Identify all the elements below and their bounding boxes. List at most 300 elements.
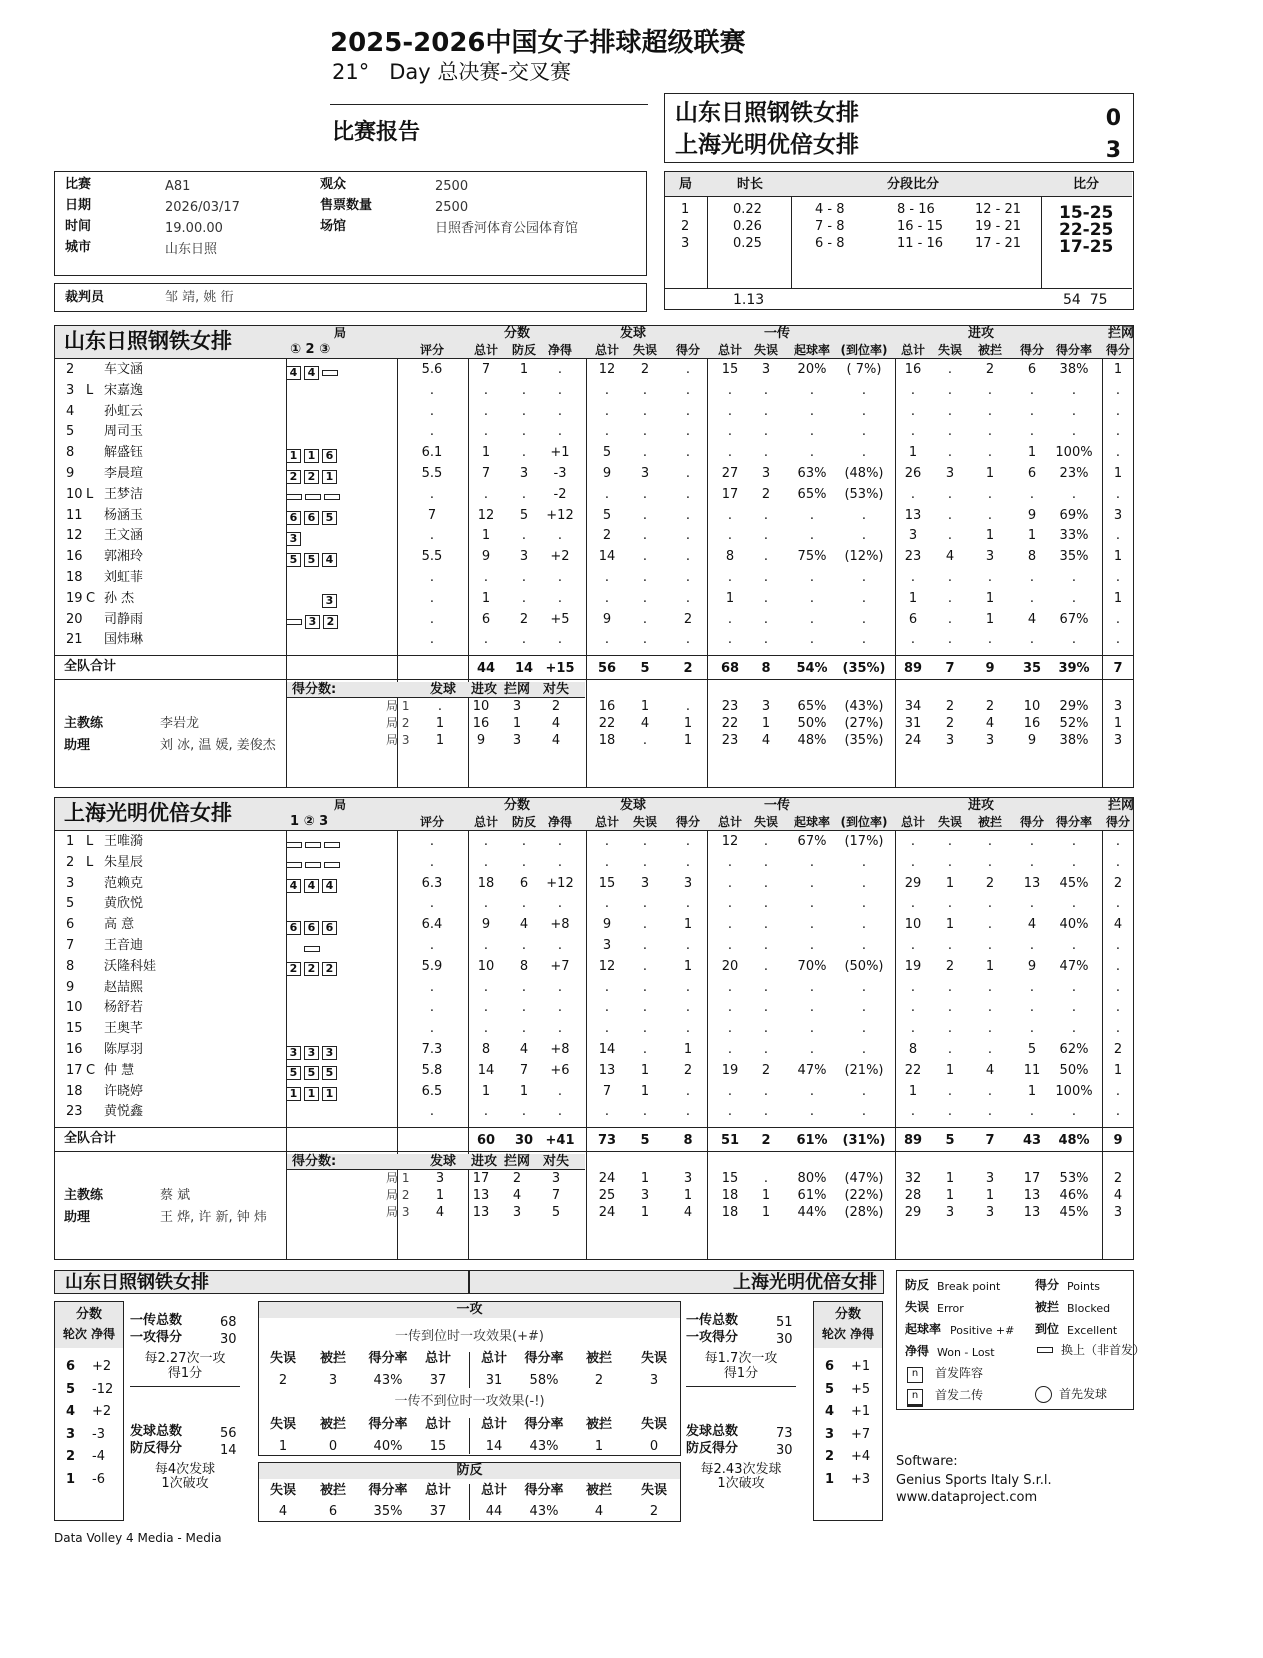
team-name: 山东日照钢铁女排 — [64, 329, 232, 353]
stat-cell: 3 — [761, 362, 771, 377]
stat-cell: . — [947, 403, 953, 419]
total-cell: 51 — [720, 1133, 740, 1149]
attack-group-header: 进攻 — [968, 798, 995, 813]
stat-cell: . — [483, 979, 489, 995]
column-header: 得分 — [1019, 343, 1044, 357]
center-head: 总计 — [424, 1417, 451, 1432]
stat-cell: 1 — [481, 1083, 491, 1099]
stat-cell: . — [557, 1083, 563, 1099]
stat-cell: 1 — [640, 1062, 650, 1078]
set-position: 5 — [322, 511, 337, 525]
stat-cell: 1 — [725, 590, 735, 606]
stat-cell: 1 — [1113, 362, 1123, 377]
set-stat-cell: 3 — [945, 733, 955, 749]
sets-header: 局 — [334, 326, 347, 340]
stat-cell: . — [947, 1042, 953, 1057]
set-stat-cell: 53% — [1059, 1171, 1089, 1187]
start-icon: n — [907, 1367, 923, 1383]
serve-group-header: 发球 — [620, 326, 647, 341]
rotation-net: +2 — [92, 1359, 112, 1374]
sub-marker — [305, 862, 321, 868]
player-number: 4 — [66, 403, 75, 419]
stat-cell: 1 — [945, 1062, 955, 1078]
stat-cell: 1 — [908, 590, 918, 606]
stat-cell: . — [809, 570, 815, 585]
stat-cell: . — [947, 938, 953, 953]
stat-cell: . — [1115, 854, 1121, 870]
total-cell: 7 — [1113, 661, 1123, 677]
stat-cell: . — [521, 1021, 527, 1037]
stat-cell: . — [763, 549, 769, 565]
stat-cell: . — [809, 1042, 815, 1057]
set-position: 1 — [322, 470, 337, 484]
player-name: 司静雨 — [104, 611, 144, 627]
stat-cell: . — [1071, 382, 1077, 398]
stat-cell: . — [987, 917, 993, 933]
stat-cell: 3 — [761, 466, 771, 481]
points-cell: 16 — [472, 716, 490, 732]
stat-cell: . — [685, 896, 691, 912]
column-header: 防反 — [511, 343, 536, 357]
stat-cell: . — [1115, 424, 1121, 440]
sub-marker — [286, 842, 302, 848]
set-label: 局 3 — [386, 733, 410, 748]
set-stat-cell: 1 — [945, 1188, 955, 1204]
stat-cell: 29 — [904, 875, 922, 891]
player-number: 3 — [66, 875, 75, 891]
rotation-number: 2 — [66, 1449, 76, 1464]
stat-value: 56 — [220, 1426, 237, 1441]
column-header: 失误 — [753, 815, 778, 829]
stat-cell: . — [685, 854, 691, 870]
total-cell: 14 — [514, 661, 534, 677]
center-value: 6 — [328, 1504, 338, 1519]
player-set-positions — [286, 528, 356, 547]
stat-cell: . — [987, 424, 993, 440]
stat-cell: 8 — [519, 958, 529, 974]
center-head: 被拦 — [585, 1483, 612, 1498]
legend-key: 起球率 — [905, 1322, 942, 1336]
player-name: 解盛钰 — [104, 445, 144, 461]
stat-cell: . — [727, 570, 733, 585]
stat-cell: . — [809, 917, 815, 933]
rotation-net: +1 — [851, 1404, 871, 1419]
stat-cell: . — [861, 1042, 867, 1057]
stat-cell: . — [727, 1042, 733, 1057]
set-stat-cell: 13 — [1023, 1205, 1041, 1221]
player-number: 5 — [66, 424, 75, 440]
player-name: 王音迪 — [104, 938, 144, 953]
bottom-team-a: 山东日照钢铁女排 — [65, 1272, 209, 1293]
player-name: 高 意 — [104, 917, 135, 933]
legend-value: Error — [937, 1302, 964, 1315]
stat-cell: 1 — [945, 875, 955, 891]
stat-cell: . — [604, 590, 610, 606]
stat-cell: 2 — [985, 362, 995, 377]
set-position: 4 — [304, 879, 319, 893]
set-stat-cell: (43%) — [844, 699, 884, 715]
set-stat-cell: 1 — [683, 1188, 693, 1204]
stat-cell: 12 — [721, 834, 739, 849]
stat-cell: . — [1071, 854, 1077, 870]
stat-cell: . — [1115, 570, 1121, 585]
points-cell: 3 — [512, 733, 522, 749]
stat-cell: . — [809, 403, 815, 419]
set-position: 6 — [322, 921, 337, 935]
stat-cell: 2 — [519, 611, 529, 627]
stat-cell: . — [910, 938, 916, 953]
set-stat-cell: 22 — [721, 716, 739, 732]
column-header: 总计 — [900, 815, 925, 829]
stat-note: 1次破攻 — [717, 1476, 765, 1491]
stat-cell: . — [557, 570, 563, 585]
stat-label: 发球总数 — [130, 1424, 183, 1439]
center-head: 失误 — [640, 1417, 667, 1432]
stat-cell: . — [521, 570, 527, 585]
points-cell: 1 — [435, 1188, 445, 1204]
set-stat-cell: 48% — [797, 733, 827, 749]
sub-marker — [305, 494, 321, 500]
stat-note: 每2.43次发球 — [700, 1462, 782, 1477]
stat-cell: . — [1115, 403, 1121, 419]
set-stat-cell: 32 — [904, 1171, 922, 1187]
rotation-head: 分数 — [75, 1307, 102, 1322]
set-stat-cell: 1 — [945, 1171, 955, 1187]
total-cell: 68 — [720, 661, 740, 677]
stat-cell: . — [763, 632, 769, 648]
total-cell: 89 — [903, 661, 923, 677]
stat-cell: . — [861, 979, 867, 995]
score-team-a: 山东日照钢铁女排 — [675, 100, 859, 126]
center-value: 3 — [328, 1373, 338, 1388]
stat-cell: (50%) — [844, 958, 884, 974]
row-divider — [55, 358, 1133, 359]
stat-cell: . — [557, 528, 563, 544]
stat-cell: 1 — [985, 611, 995, 627]
stat-value: 30 — [220, 1332, 237, 1347]
info-label: 比赛 — [65, 177, 92, 192]
points-head: 对失 — [542, 1154, 569, 1170]
center-head: 失误 — [640, 1351, 667, 1366]
stat-cell: . — [604, 382, 610, 398]
stat-cell: 9 — [481, 917, 491, 933]
player-set-positions — [286, 917, 356, 936]
stat-cell: 1 — [985, 466, 995, 481]
stat-cell: 6 — [1027, 466, 1037, 481]
center-value: 3 — [649, 1373, 659, 1388]
stat-cell: . — [642, 382, 648, 398]
info-label: 观众 — [320, 177, 347, 192]
stat-cell: . — [685, 1104, 691, 1120]
set-stat-cell: 16 — [1023, 716, 1041, 732]
stat-cell: . — [1029, 424, 1035, 440]
center-head: 被拦 — [585, 1351, 612, 1366]
stat-cell: . — [809, 1083, 815, 1099]
player-set-positions — [286, 549, 356, 568]
stat-cell: . — [763, 1000, 769, 1016]
stat-cell: 2 — [761, 1062, 771, 1078]
legend-key: 得分 — [1035, 1278, 1060, 1292]
total-cell: 89 — [903, 1133, 923, 1149]
stat-cell: . — [642, 570, 648, 585]
set-position: 4 — [304, 366, 319, 380]
stat-cell: 23% — [1059, 466, 1089, 481]
set-position: 2 — [322, 962, 337, 976]
set-position: 1 — [304, 449, 319, 463]
stat-cell: +5 — [550, 611, 570, 627]
stat-cell: . — [809, 632, 815, 648]
stat-cell: . — [483, 570, 489, 585]
stat-cell: . — [727, 979, 733, 995]
player-number: 9 — [66, 979, 75, 995]
stat-cell: . — [685, 486, 691, 502]
column-header: 总计 — [473, 343, 498, 357]
stat-cell: +6 — [550, 1062, 570, 1078]
set-stat-cell: (35%) — [844, 733, 884, 749]
total-cell: 39% — [1058, 661, 1090, 677]
stat-note: 每1.7次一攻 — [704, 1351, 778, 1366]
set-stat-cell: 29 — [904, 1205, 922, 1221]
sets-total-duration: 1.13 — [733, 292, 765, 308]
stat-cell: . — [557, 1000, 563, 1016]
stat-cell: . — [429, 570, 435, 585]
stat-cell: 22 — [904, 1062, 922, 1078]
report-heading: 比赛报告 — [332, 120, 421, 145]
stat-cell: . — [809, 1000, 815, 1016]
stat-cell: 12 — [477, 507, 495, 523]
stat-cell: . — [483, 1104, 489, 1120]
stat-cell: . — [557, 632, 563, 648]
stat-cell: . — [861, 570, 867, 585]
stat-cell: 1 — [481, 528, 491, 544]
stat-cell: . — [604, 403, 610, 419]
total-cell: +41 — [545, 1133, 575, 1149]
player-set-positions — [286, 445, 356, 464]
column-header: 失误 — [632, 815, 657, 829]
stat-cell: . — [521, 938, 527, 953]
stat-cell: . — [1115, 632, 1121, 648]
stat-cell: . — [1115, 979, 1121, 995]
set-stat-cell: 25 — [598, 1188, 616, 1204]
stat-cell: 1 — [481, 590, 491, 606]
stat-cell: . — [947, 528, 953, 544]
set-score: 22-25 — [1059, 220, 1114, 240]
player-name: 王文涵 — [104, 528, 144, 544]
stat-cell: . — [727, 611, 733, 627]
stat-cell: 33% — [1059, 528, 1089, 544]
stat-cell: . — [521, 424, 527, 440]
stat-cell: . — [727, 1021, 733, 1037]
stat-cell: . — [947, 632, 953, 648]
stat-cell: . — [642, 1042, 648, 1057]
stat-cell: . — [727, 896, 733, 912]
stat-cell: . — [429, 896, 435, 912]
stat-cell: . — [947, 1000, 953, 1016]
stat-cell: . — [557, 854, 563, 870]
stat-cell: 12 — [598, 958, 616, 974]
stat-cell: . — [763, 1042, 769, 1057]
column-header: 失误 — [753, 343, 778, 357]
stat-cell: . — [809, 979, 815, 995]
defense-title: 防反 — [456, 1463, 483, 1478]
setter-icon: n — [907, 1389, 923, 1407]
stat-cell: . — [727, 875, 733, 891]
stat-cell: . — [557, 590, 563, 606]
stat-cell: 5 — [602, 445, 612, 461]
set-stat-cell: 34 — [904, 699, 922, 715]
player-number: 11 — [66, 507, 83, 523]
stat-cell: 5 — [602, 507, 612, 523]
stat-cell: . — [557, 362, 563, 377]
stat-cell: 7 — [481, 362, 491, 377]
set-stat-cell: 1 — [640, 1205, 650, 1221]
stat-cell: . — [642, 1021, 648, 1037]
stat-cell: +8 — [550, 1042, 570, 1057]
column-header: 失误 — [937, 343, 962, 357]
stat-cell: . — [1029, 1021, 1035, 1037]
stat-cell: . — [763, 424, 769, 440]
stat-cell: . — [987, 1042, 993, 1057]
column-header: 净得 — [547, 815, 572, 829]
stat-cell: 1 — [1113, 1062, 1123, 1078]
stat-cell: . — [1115, 1000, 1121, 1016]
stat-cell: 18 — [477, 875, 495, 891]
stat-cell: 2 — [640, 362, 650, 377]
info-label: 日期 — [65, 198, 92, 213]
points-head: 进攻 — [470, 682, 497, 698]
referee-label: 裁判员 — [65, 290, 105, 305]
set-stat-cell: 65% — [797, 699, 827, 715]
legend-setter: 首发二传 — [935, 1388, 984, 1402]
stat-cell: . — [521, 854, 527, 870]
stat-cell: . — [910, 1104, 916, 1120]
stat-cell: +7 — [550, 958, 570, 974]
divider — [686, 1386, 796, 1387]
stat-cell: . — [947, 834, 953, 849]
set-label: 局 2 — [386, 1188, 410, 1203]
stat-cell: . — [809, 875, 815, 891]
stat-cell: 40% — [1059, 917, 1089, 933]
stat-cell: . — [521, 834, 527, 849]
stat-value: 68 — [220, 1315, 237, 1330]
stat-cell: 7.3 — [421, 1042, 443, 1057]
set-position: 5 — [286, 1066, 301, 1080]
stat-cell: 69% — [1059, 507, 1089, 523]
stat-cell: (53%) — [844, 486, 884, 502]
stat-cell: 6 — [1027, 362, 1037, 377]
set-stat-cell: . — [685, 699, 691, 715]
player-role: L — [86, 382, 94, 398]
stat-cell: . — [727, 1000, 733, 1016]
rotation-net: -6 — [92, 1471, 105, 1487]
stat-cell: . — [483, 938, 489, 953]
stat-cell: 12 — [598, 362, 616, 377]
stat-cell: 5.6 — [421, 362, 443, 377]
points-cell: 3 — [512, 699, 522, 715]
player-number: 2 — [66, 362, 75, 377]
set-number: 3 — [681, 236, 690, 251]
player-number: 7 — [66, 938, 75, 953]
stat-cell: . — [861, 917, 867, 933]
bottom-team-a-bar — [54, 1270, 469, 1294]
sub-marker — [286, 862, 302, 868]
stat-cell: -3 — [553, 466, 567, 481]
stat-cell: . — [642, 445, 648, 461]
stat-cell: . — [987, 445, 993, 461]
stat-cell: (48%) — [844, 466, 884, 481]
stat-cell: . — [1115, 528, 1121, 544]
stat-cell: . — [1029, 1104, 1035, 1120]
stat-cell: 1 — [985, 528, 995, 544]
column-header: (到位率) — [840, 343, 888, 357]
points-label: 得分数: — [292, 682, 337, 698]
stat-cell: . — [685, 382, 691, 398]
player-role: L — [86, 854, 94, 870]
player-set-positions — [286, 959, 356, 978]
stat-cell: . — [557, 424, 563, 440]
stat-cell: 1 — [640, 1083, 650, 1099]
center-value: 4 — [594, 1504, 604, 1519]
attack-group-header: 进攻 — [968, 326, 995, 341]
total-cell: 8 — [761, 661, 771, 677]
stat-cell: . — [429, 424, 435, 440]
set-position: 2 — [304, 470, 319, 484]
center-head: 得分率 — [524, 1351, 564, 1366]
stat-cell: . — [763, 382, 769, 398]
set-stat-cell: 2 — [1113, 1171, 1123, 1187]
stat-cell: 11 — [1023, 1062, 1041, 1078]
stat-cell: . — [1071, 896, 1077, 912]
stat-cell: 3 — [683, 875, 693, 891]
column-header: 得分 — [675, 343, 700, 357]
stat-cell: +2 — [550, 549, 570, 565]
stat-cell: . — [429, 403, 435, 419]
stat-cell: 100% — [1055, 445, 1093, 461]
total-cell: 54% — [796, 661, 828, 677]
serve-group-header: 发球 — [620, 798, 647, 813]
set-score: 17-25 — [1059, 237, 1114, 257]
info-label: 场馆 — [320, 219, 347, 234]
points-cell: 1 — [512, 716, 522, 732]
points-cell: 13 — [472, 1205, 490, 1221]
stat-cell: 1 — [1027, 445, 1037, 461]
stat-cell: . — [1115, 1021, 1121, 1037]
legend-key: 净得 — [905, 1344, 930, 1358]
set-stat-cell: 1 — [761, 1205, 771, 1221]
legend-key: 被拦 — [1035, 1300, 1060, 1314]
center-head: 总计 — [480, 1417, 507, 1432]
stat-cell: . — [429, 1000, 435, 1016]
player-number: 8 — [66, 958, 75, 974]
center-value: 43% — [373, 1373, 403, 1388]
stat-cell: . — [685, 938, 691, 953]
stat-cell: . — [604, 570, 610, 585]
stat-cell: . — [557, 979, 563, 995]
stat-cell: . — [947, 570, 953, 585]
stat-cell: 6 — [908, 611, 918, 627]
player-name: 王梦洁 — [104, 486, 144, 502]
set-stat-cell: 45% — [1059, 1205, 1089, 1221]
stat-note: 得1分 — [167, 1366, 203, 1381]
bottom-team-b: 上海光明优倍女排 — [733, 1272, 877, 1293]
legend-key: 防反 — [905, 1278, 930, 1292]
stat-cell: 6.3 — [421, 875, 443, 891]
score-group-header: 分数 — [504, 326, 531, 341]
stat-cell: . — [483, 486, 489, 502]
set-stat-cell: 46% — [1059, 1188, 1089, 1204]
sets-marker: ① 2 ③ — [290, 342, 331, 357]
stat-cell: . — [604, 1104, 610, 1120]
